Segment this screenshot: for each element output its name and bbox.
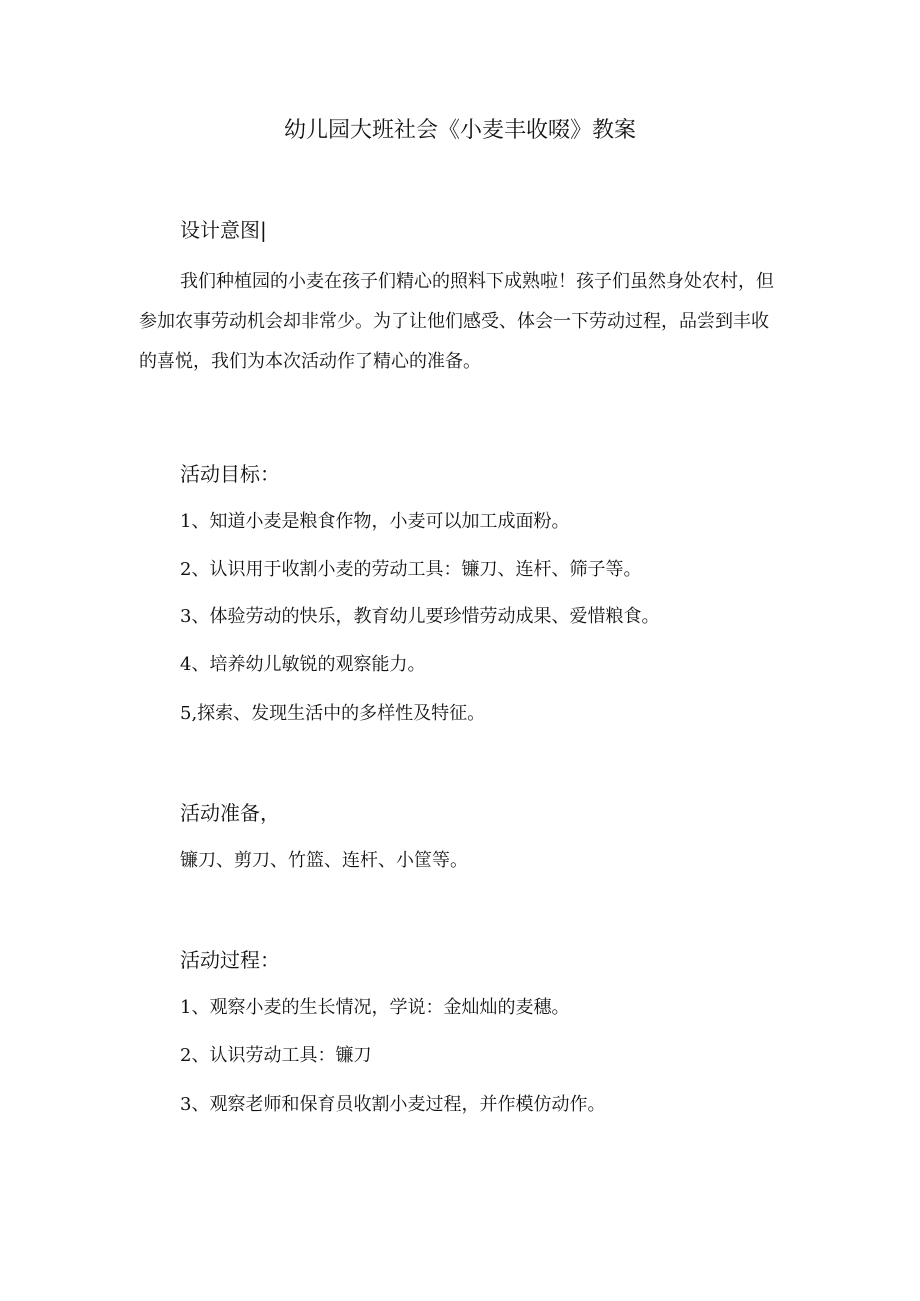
design-intent-heading: 设计意图| xyxy=(180,218,267,242)
goal-item: 2、认识用于收割小麦的劳动工具：镰刀、连杆、筛子等。 xyxy=(180,559,642,580)
goal-item: 3、体验劳动的快乐，教育幼儿要珍惜劳动成果、爱惜粮食。 xyxy=(180,606,660,627)
process-item: 3、观察老师和保育员收割小麦过程，并作模仿动作。 xyxy=(180,1094,606,1115)
goal-item: 4、培养幼儿敏锐的观察能力。 xyxy=(180,654,426,675)
goal-item: 1、知道小麦是粮食作物，小麦可以加工成面粉。 xyxy=(180,511,570,532)
goals-heading: 活动目标： xyxy=(180,462,280,486)
process-heading: 活动过程： xyxy=(180,948,280,972)
process-item: 2、认识劳动工具：镰刀 xyxy=(180,1045,372,1066)
preparation-text: 镰刀、剪刀、竹篮、连杆、小筐等。 xyxy=(180,850,468,871)
goal-item: 5,探索、发现生活中的多样性及特征。 xyxy=(180,703,486,724)
process-item: 1、观察小麦的生长情况，学说：金灿灿的麦穗。 xyxy=(180,997,570,1018)
design-intent-paragraph: 我们种植园的小麦在孩子们精心的照料下成熟啦！孩子们虽然身处农村，但参加农事劳动机会却非常少。为了让他们感受、体会一下劳动过程，品尝到丰收的喜悦，我们为本次活动作了精心的准备。 xyxy=(139,271,774,372)
document-title: 幼儿园大班社会《小麦丰收啜》教案 xyxy=(283,118,636,143)
preparation-heading: 活动准备， xyxy=(180,801,280,825)
